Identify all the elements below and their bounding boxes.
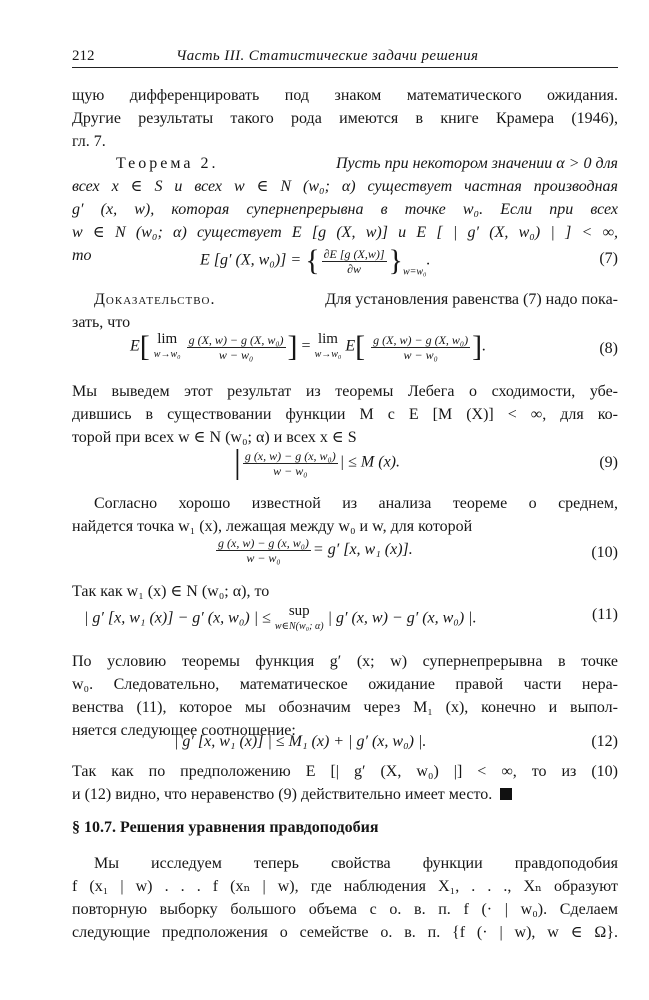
- text-line: w ∈ N (w₀; α) существует E [g (X, w)] и E [ | g′ (X, w₀) | ] < ∞,: [72, 224, 618, 241]
- text-line: Согласно хорошо известной из анализа теореме о среднем,: [94, 495, 618, 512]
- equation-10: [72, 536, 618, 576]
- equation-7: [72, 244, 618, 284]
- limit-subscript: w→w₀: [153, 349, 181, 360]
- equals-sign: =: [301, 337, 311, 355]
- equation-rhs: | ≤ M (x).: [339, 453, 400, 471]
- text-line: Мы исследуем теперь свойства функции правдоподобия: [94, 855, 618, 872]
- fraction-numerator: g (X, w) − g (X, w₀): [373, 332, 469, 347]
- text-line: следующие предположения о семействе о. в. п. {f (· | w), w ∈ Ω}.: [72, 924, 618, 941]
- expectation-symbol: E: [345, 337, 356, 355]
- equation-lhs: | g′ [x, w₁ (x)] − g′ (x, w₀) | ≤: [84, 609, 271, 627]
- text-line: гл. 7.: [72, 133, 106, 150]
- paragraph-conclusion: [72, 760, 618, 806]
- equation-rhs: = g′ [x, w₁ (x)].: [312, 541, 413, 559]
- equation-body: | $\frac{\text{g (x, w) − g (x, w₀)}}{\text{w − w₀}}$ | ≤ M (x).: [234, 444, 400, 481]
- fraction-denominator: w − w₀: [273, 463, 308, 478]
- text-line: дившись в существовании функции M с E [M (X)] < ∞, для ко-: [72, 406, 618, 423]
- equation-body: E [g′ (X, w₀)] = { $\frac{\partial E [g (X,w)]}{\partial w}$ }$_{w=w_0}$.: [200, 244, 431, 278]
- limit-operator: lim: [157, 331, 178, 347]
- text-line: По условию теоремы функция g′ (x; w) супернепрерывна в точке: [72, 653, 618, 670]
- text-line: всех x ∈ S и всех w ∈ N (w₀; α) существует частная производная: [72, 178, 618, 195]
- running-title: Часть III. Статистические задачи решения: [176, 48, 479, 64]
- paragraph-lebesgue: [72, 380, 618, 449]
- paragraph-intro: [72, 84, 618, 153]
- fraction-denominator: ∂w: [347, 261, 362, 276]
- equation-period: .: [426, 251, 431, 269]
- equation-body: [214, 536, 413, 565]
- text-line: f (x₁ | w) . . . f (xₙ | w), где наблюдения X₁, . . ., Xₙ образуют: [72, 878, 618, 895]
- limit-subscript: w→w₀: [314, 349, 342, 360]
- proof-first-line: [72, 288, 618, 311]
- text-line: то: [72, 247, 92, 264]
- fraction-numerator: ∂E [g (X,w)]: [323, 246, 385, 261]
- text-line: няется следующее соотношение:: [72, 722, 296, 739]
- fraction-numerator: g (x, w) − g (x, w₀): [218, 536, 309, 550]
- equation-body: [84, 604, 477, 634]
- qed-square-icon: [500, 788, 512, 800]
- text-line: и (12) видно, что неравенство (9) действительно имеет место.: [72, 786, 493, 803]
- text-line: венства (11), которое мы обозначим через M₁ (x), конечно и выпол-: [72, 699, 618, 716]
- page-number: 212: [72, 48, 95, 64]
- theorem-first-line: [72, 152, 618, 175]
- fraction-numerator: g (x, w) − g (x, w₀): [244, 448, 336, 463]
- paragraph-supercontinuous: [72, 650, 618, 742]
- text-line: Так как по предположению E [| g′ (X, w₀) |] < ∞, то из (10): [72, 763, 618, 780]
- sup-operator: sup: [288, 603, 310, 619]
- text-line: щую дифференцировать под знаком математического ожидания.: [72, 87, 618, 104]
- text-line: торой при всех w ∈ N (w₀; α) и всех x ∈ S: [72, 429, 357, 446]
- text-line: Мы выведем этот результат из теоремы Лебега о сходимости, убе-: [72, 383, 618, 400]
- text-line: найдется точка w₁ (x), лежащая между w₀ и w, для которой: [72, 518, 473, 535]
- text-line-with-qed: [72, 783, 618, 806]
- fraction-denominator: w − w₀: [403, 347, 438, 362]
- equation-number: (9): [599, 454, 618, 471]
- equation-number: (7): [599, 250, 618, 267]
- paragraph-since: [72, 580, 618, 603]
- text-line: Пусть при некотором значении α > 0 для: [335, 155, 618, 172]
- paragraph-likelihood: [72, 852, 618, 944]
- text-line: g′ (x, w), которая супернепрерывна в точке w₀. Если при всех: [72, 201, 618, 218]
- header-rule: [72, 67, 618, 68]
- equation-8: [72, 330, 618, 374]
- equation-body: E[ lim w→w₀ $\frac{\text{g (X, w) − g (X, w₀)}}{\text{w − w₀}}$ ] = lim w→w₀ E[ $\frac{\text{g (X, w) − g (X, w₀)}}{\text{w − w₀}}$ ].: [130, 330, 487, 363]
- equation-number: (12): [591, 733, 618, 750]
- theorem-label: Теорема 2.: [116, 155, 219, 172]
- equation-number: (10): [591, 544, 618, 561]
- text-line: Для установления равенства (7) надо пока-: [325, 291, 618, 308]
- equation-12: [72, 733, 618, 757]
- equation-lhs: E [g′ (X, w₀)] =: [200, 251, 302, 269]
- limit-operator: lim: [317, 331, 338, 347]
- proof-label: Доказательство.: [94, 291, 216, 308]
- section-heading: § 10.7. Решения уравнения правдоподобия: [72, 819, 379, 836]
- equation-number: (8): [599, 340, 618, 357]
- equation-9: [72, 444, 618, 488]
- paragraph-mean-value: [72, 492, 618, 538]
- sup-subscript: w∈N(w₀; α): [274, 621, 324, 632]
- evaluation-subscript: w=w₀: [402, 266, 427, 278]
- proof-start: [72, 288, 618, 334]
- fraction-numerator: g (X, w) − g (X, w₀): [188, 332, 284, 347]
- text-line: Так как w₁ (x) ∈ N (w₀; α), то: [72, 583, 270, 600]
- expectation-symbol: E: [130, 337, 140, 355]
- equation-11: [72, 604, 618, 644]
- equation-rhs: | g′ (x, w) − g′ (x, w₀) |.: [327, 609, 477, 627]
- text-line: w₀. Следовательно, математическое ожидание правой части нера-: [72, 676, 618, 693]
- equation-body: | g′ [x, w₁ (x)] | ≤ M₁ (x) + | g′ (x, w₀) |.: [174, 733, 427, 750]
- text-line: зать, что: [72, 314, 131, 331]
- fraction-denominator: w − w₀: [246, 551, 281, 565]
- equation-number: (11): [591, 606, 618, 623]
- fraction-denominator: w − w₀: [218, 347, 254, 362]
- text-line: повторную выборку большого объема с о. в. п. f (· | w₀). Сделаем: [72, 901, 618, 918]
- text-line: Другие результаты такого рода имеются в книге Крамера (1946),: [72, 110, 618, 127]
